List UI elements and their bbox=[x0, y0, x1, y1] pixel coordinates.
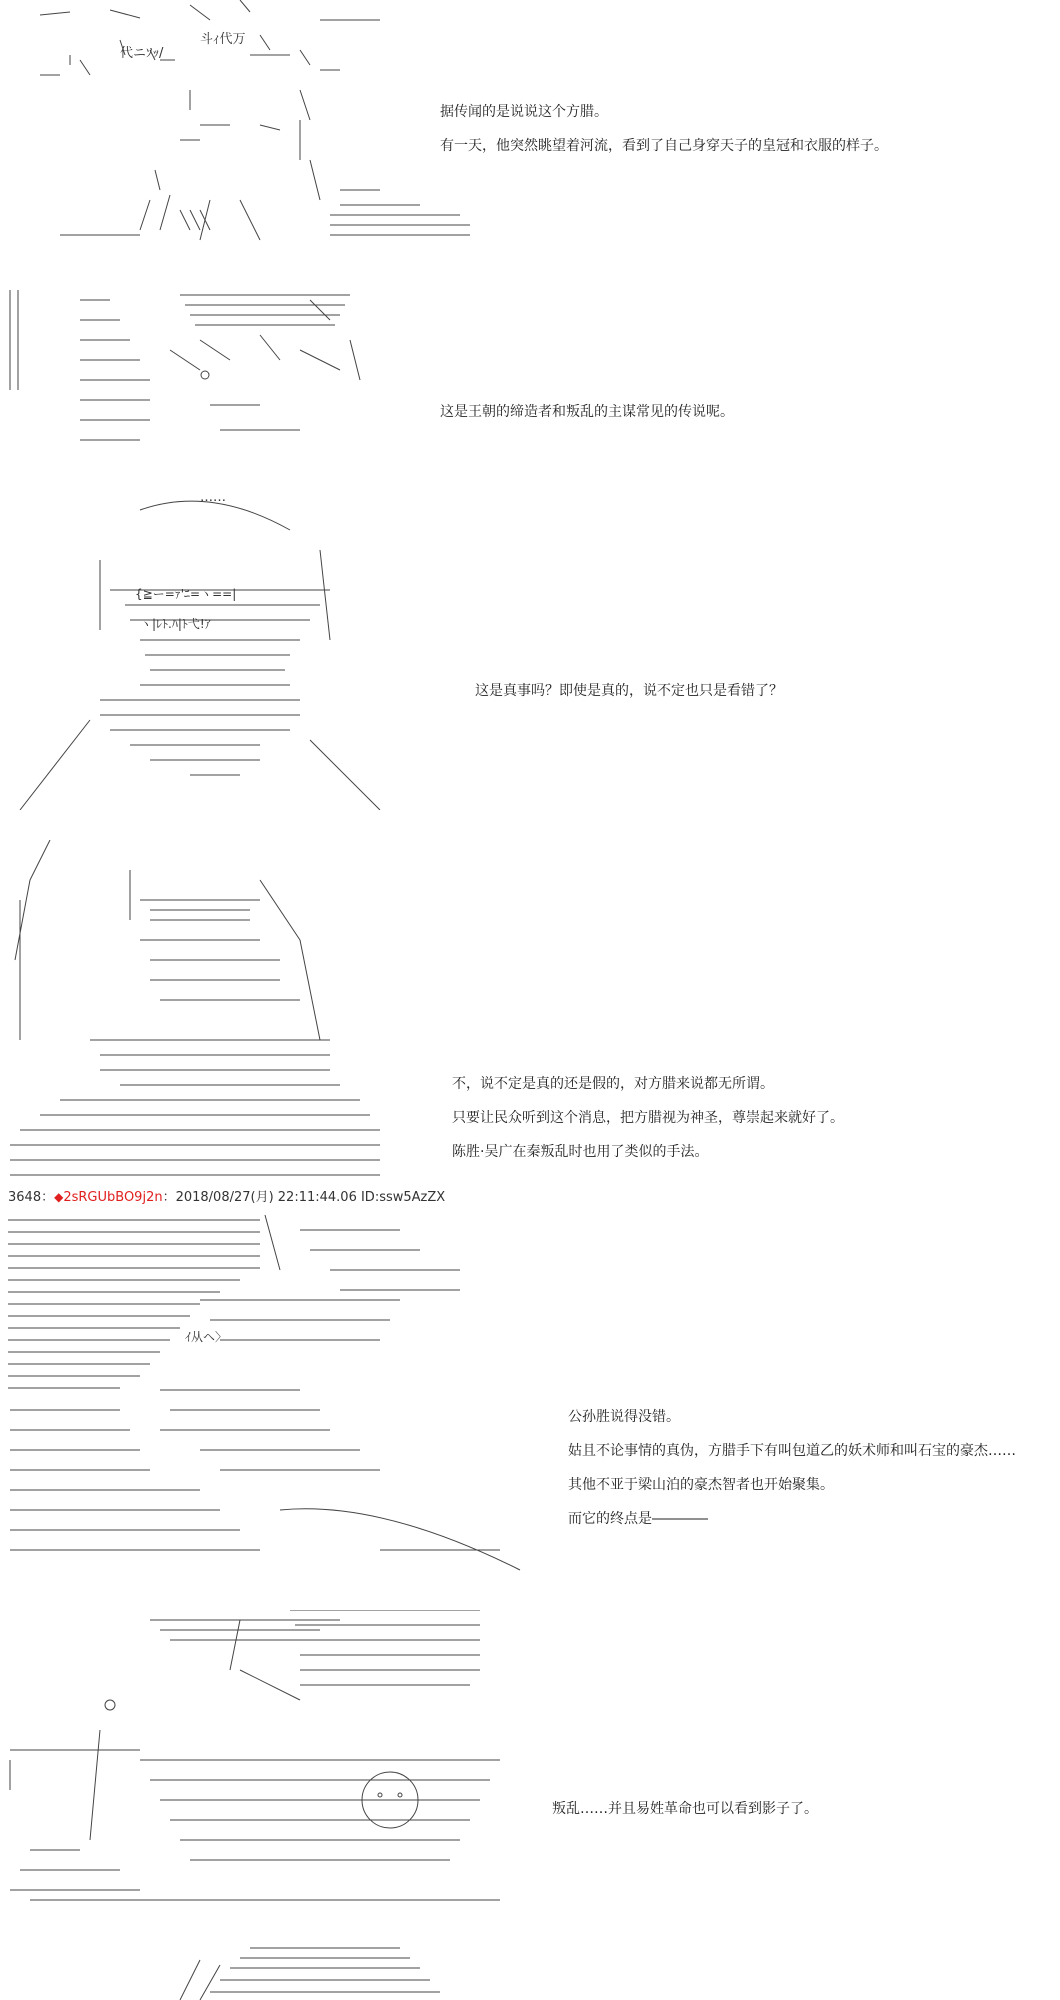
ascii-art-panel-5 bbox=[0, 1210, 550, 1590]
caption-line: 有一天，他突然眺望着河流，看到了自己身穿天子的皇冠和衣服的样子。 bbox=[440, 138, 888, 154]
caption-5 bbox=[568, 1400, 1016, 1536]
caption-line: 不，说不定是真的还是假的，对方腊来说都无所谓。 bbox=[452, 1076, 774, 1092]
art-glyph: …… bbox=[200, 490, 226, 505]
ascii-art-panel-4 bbox=[0, 840, 400, 1180]
caption-line: 只要让民众听到这个消息，把方腊视为神圣，尊崇起来就好了。 bbox=[452, 1110, 844, 1126]
caption-line: 叛乱……并且易姓革命也可以看到影子了。 bbox=[552, 1801, 818, 1817]
art-glyph: 斗ｨ代万 bbox=[200, 32, 246, 47]
caption-4 bbox=[452, 1067, 844, 1169]
caption-6 bbox=[552, 1792, 818, 1826]
caption-line: 这是王朝的缔造者和叛乱的主谋常见的传说呢。 bbox=[440, 404, 734, 420]
post-separator: ： bbox=[41, 1190, 55, 1205]
trip-diamond-icon: ◆ bbox=[54, 1190, 64, 1204]
ascii-art-panel-1 bbox=[0, 0, 480, 250]
caption-line: 据传闻的是说说这个方腊。 bbox=[440, 104, 608, 120]
ascii-art-panel-2 bbox=[0, 280, 380, 460]
art-glyph: {≧ー=ｧ'ﾆ=ヽ==| bbox=[135, 587, 237, 601]
caption-line: 公孙胜说得没错。 bbox=[568, 1409, 680, 1425]
caption-line: 而它的终点是―――― bbox=[568, 1511, 708, 1527]
ascii-art-panel-7 bbox=[0, 1940, 500, 2000]
post-datetime: ：2018/08/27(月) 22:11:44.06 ID:ssw5AzZX bbox=[162, 1190, 446, 1205]
art-glyph: ｲ从ヘ〉 bbox=[185, 1330, 228, 1344]
art-glyph: 代ニｿｯ/ bbox=[120, 46, 164, 61]
caption-2 bbox=[440, 395, 734, 429]
caption-1 bbox=[440, 95, 888, 163]
post-trip[interactable]: 2sRGUbBO9j2n bbox=[63, 1190, 163, 1205]
caption-line: 这是真事吗？即使是真的，说不定也只是看错了？ bbox=[475, 683, 783, 699]
caption-3 bbox=[475, 674, 783, 708]
post-header bbox=[8, 1186, 445, 1205]
ascii-art-panel-3 bbox=[0, 490, 400, 810]
ascii-art-panel-6 bbox=[0, 1610, 510, 1910]
caption-line: 姑且不论事情的真伪，方腊手下有叫包道乙的妖术师和叫石宝的豪杰…… bbox=[568, 1443, 1016, 1459]
post-number: 3648 bbox=[8, 1190, 42, 1205]
art-glyph: ヽ|ﾚﾄ.ﾊ|ﾄ弋!ｱ bbox=[140, 617, 211, 631]
caption-line: 其他不亚于梁山泊的豪杰智者也开始聚集。 bbox=[568, 1477, 834, 1493]
caption-line: 陈胜·吴广在秦叛乱时也用了类似的手法。 bbox=[452, 1144, 709, 1160]
